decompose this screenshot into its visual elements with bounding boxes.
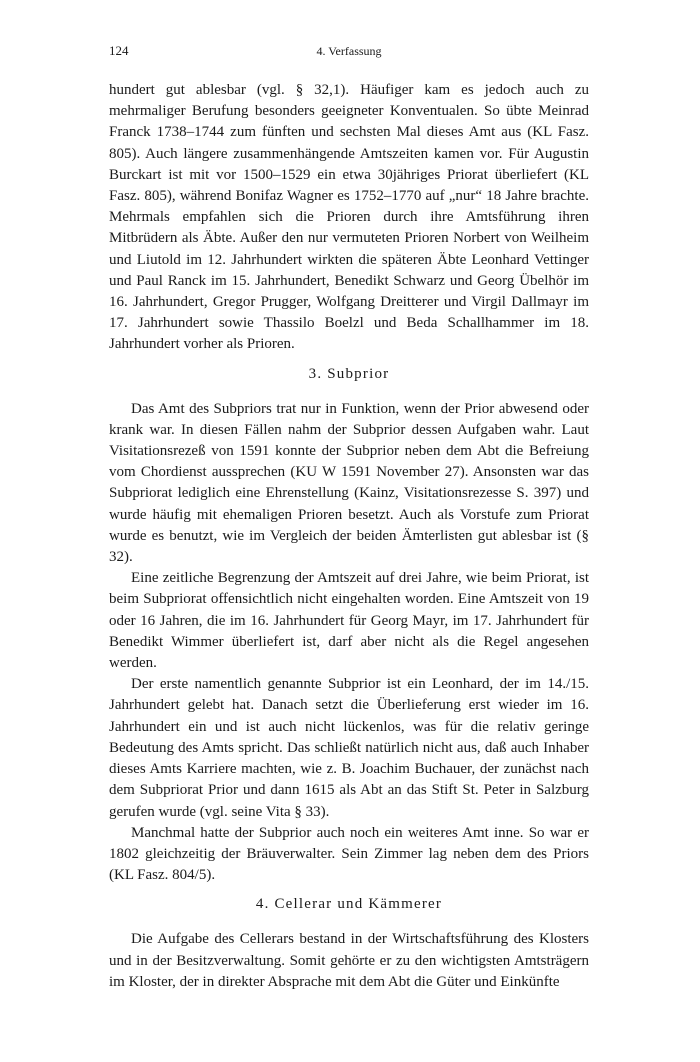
paragraph-cellerar-1: Die Aufgabe des Cellerars bestand in der Wirtschaftsführung des Klosters und in der Besitzverwaltung. Somit gehörte er zu den wichtigsten Amtsträgern im Kloster, der in direkter Absprache mit dem Abt die Güter und Einkünfte: [109, 931, 589, 990]
paragraph-subprior-3: Der erste namentlich genannte Subprior ist ein Leonhard, der im 14./15. Jahrhundert gelebt hat. Danach setzt die Überlieferung erst wieder im 16. Jahrhundert ein und ist auch nicht lückenlos, was für die relativ geringe Bedeutung des Amts spricht. Das schließt natürlich nicht aus, daß auch Inhaber dieses Amts Karriere machten, wie z. B. Joachim Buchauer, der zunächst nach dem Subpriorat Prior und dann 1615 als Abt an das Stift St. Peter in Salzburg gerufen wurde (vgl. seine Vita § 33).: [109, 676, 589, 820]
paragraph-subprior-1: Das Amt des Subpriors trat nur in Funktion, wenn der Prior abwesend oder krank war. In diesen Fällen nahm der Subprior dessen Aufgaben wahr. Laut Visitationsrezeß von 1591 konnte der Subprior neben dem Abt die Befreiung vom Chordienst aussprechen (KU W 1591 November 27). Ansonsten war das Subpriorat lediglich eine Ehrenstellung (Kainz, Visitationsrezesse S. 397) und wurde häufig mit ehemaligen Prioren besetzt. Auch als Vorstufe zum Priorat wurde es benutzt, wie im Vergleich der beiden Ämterlisten gut ablesbar ist (§ 32).: [109, 400, 589, 566]
running-head: [109, 40, 589, 62]
running-title: 4. Verfassung: [316, 44, 382, 58]
paragraph-subprior-4: Manchmal hatte der Subprior auch noch ein weiteres Amt inne. So war er 1802 gleichzeitig der Bräuverwalter. Sein Zimmer lag neben dem des Priors (KL Fasz. 804/5).: [109, 824, 589, 884]
paragraph-subprior-2: Eine zeitliche Begrenzung der Amtszeit auf drei Jahre, wie beim Priorat, ist beim Subpriorat offensichtlich nicht eingehalten worden. Eine Amtszeit von 19 oder 16 Jahren, die im 16. Jahrhundert für Georg Mayr, im 17. Jahrhundert für Benedikt Wimmer überliefert ist, darf aber nicht als die Regel angesehen werden.: [109, 570, 589, 672]
paragraph-prior-continuation: hundert gut ablesbar (vgl. § 32,1). Häufiger kam es jedoch auch zu mehrmaliger Berufung besonders geeigneter Konventualen. So übte Meinrad Franck 1738–1744 zum fünften und sechsten Mal dieses Amt aus (KL Fasz. 805). Auch längere zusammenhängende Amtszeiten kamen vor. Für Augustin Burckart ist mit vor 1500–1529 ein etwa 30jähriges Priorat überliefert (KL Fasz. 805), während Bonifaz Wagner es 1752–1770 auf „nur“ 18 Jahre brachte. Mehrmals empfahlen sich die Prioren durch ihre Amtsführung ihren Mitbrüdern als Äbte. Außer den nur vermuteten Prioren Norbert von Weilheim und Liutold im 12. Jahrhundert wirkten die späteren Äbte Leonhard Vettinger und Paul Ranck im 15. Jahrhundert, Benedikt Schwarz und Georg Übelhör im 16. Jahrhundert, Gregor Prugger, Wolfgang Dreitterer und Virgil Dallmayr im 17. Jahrhundert sowie Thassilo Boelzl und Beda Schallhammer im 18. Jahrhundert vorher als Prioren.: [109, 82, 589, 353]
section-heading-cellerar: 4. Cellerar und Kämmerer: [255, 896, 443, 913]
book-page: [109, 40, 589, 993]
page-number: 124: [109, 43, 129, 58]
section-heading-subprior: 3. Subprior: [308, 365, 390, 382]
body-text: [109, 80, 589, 993]
